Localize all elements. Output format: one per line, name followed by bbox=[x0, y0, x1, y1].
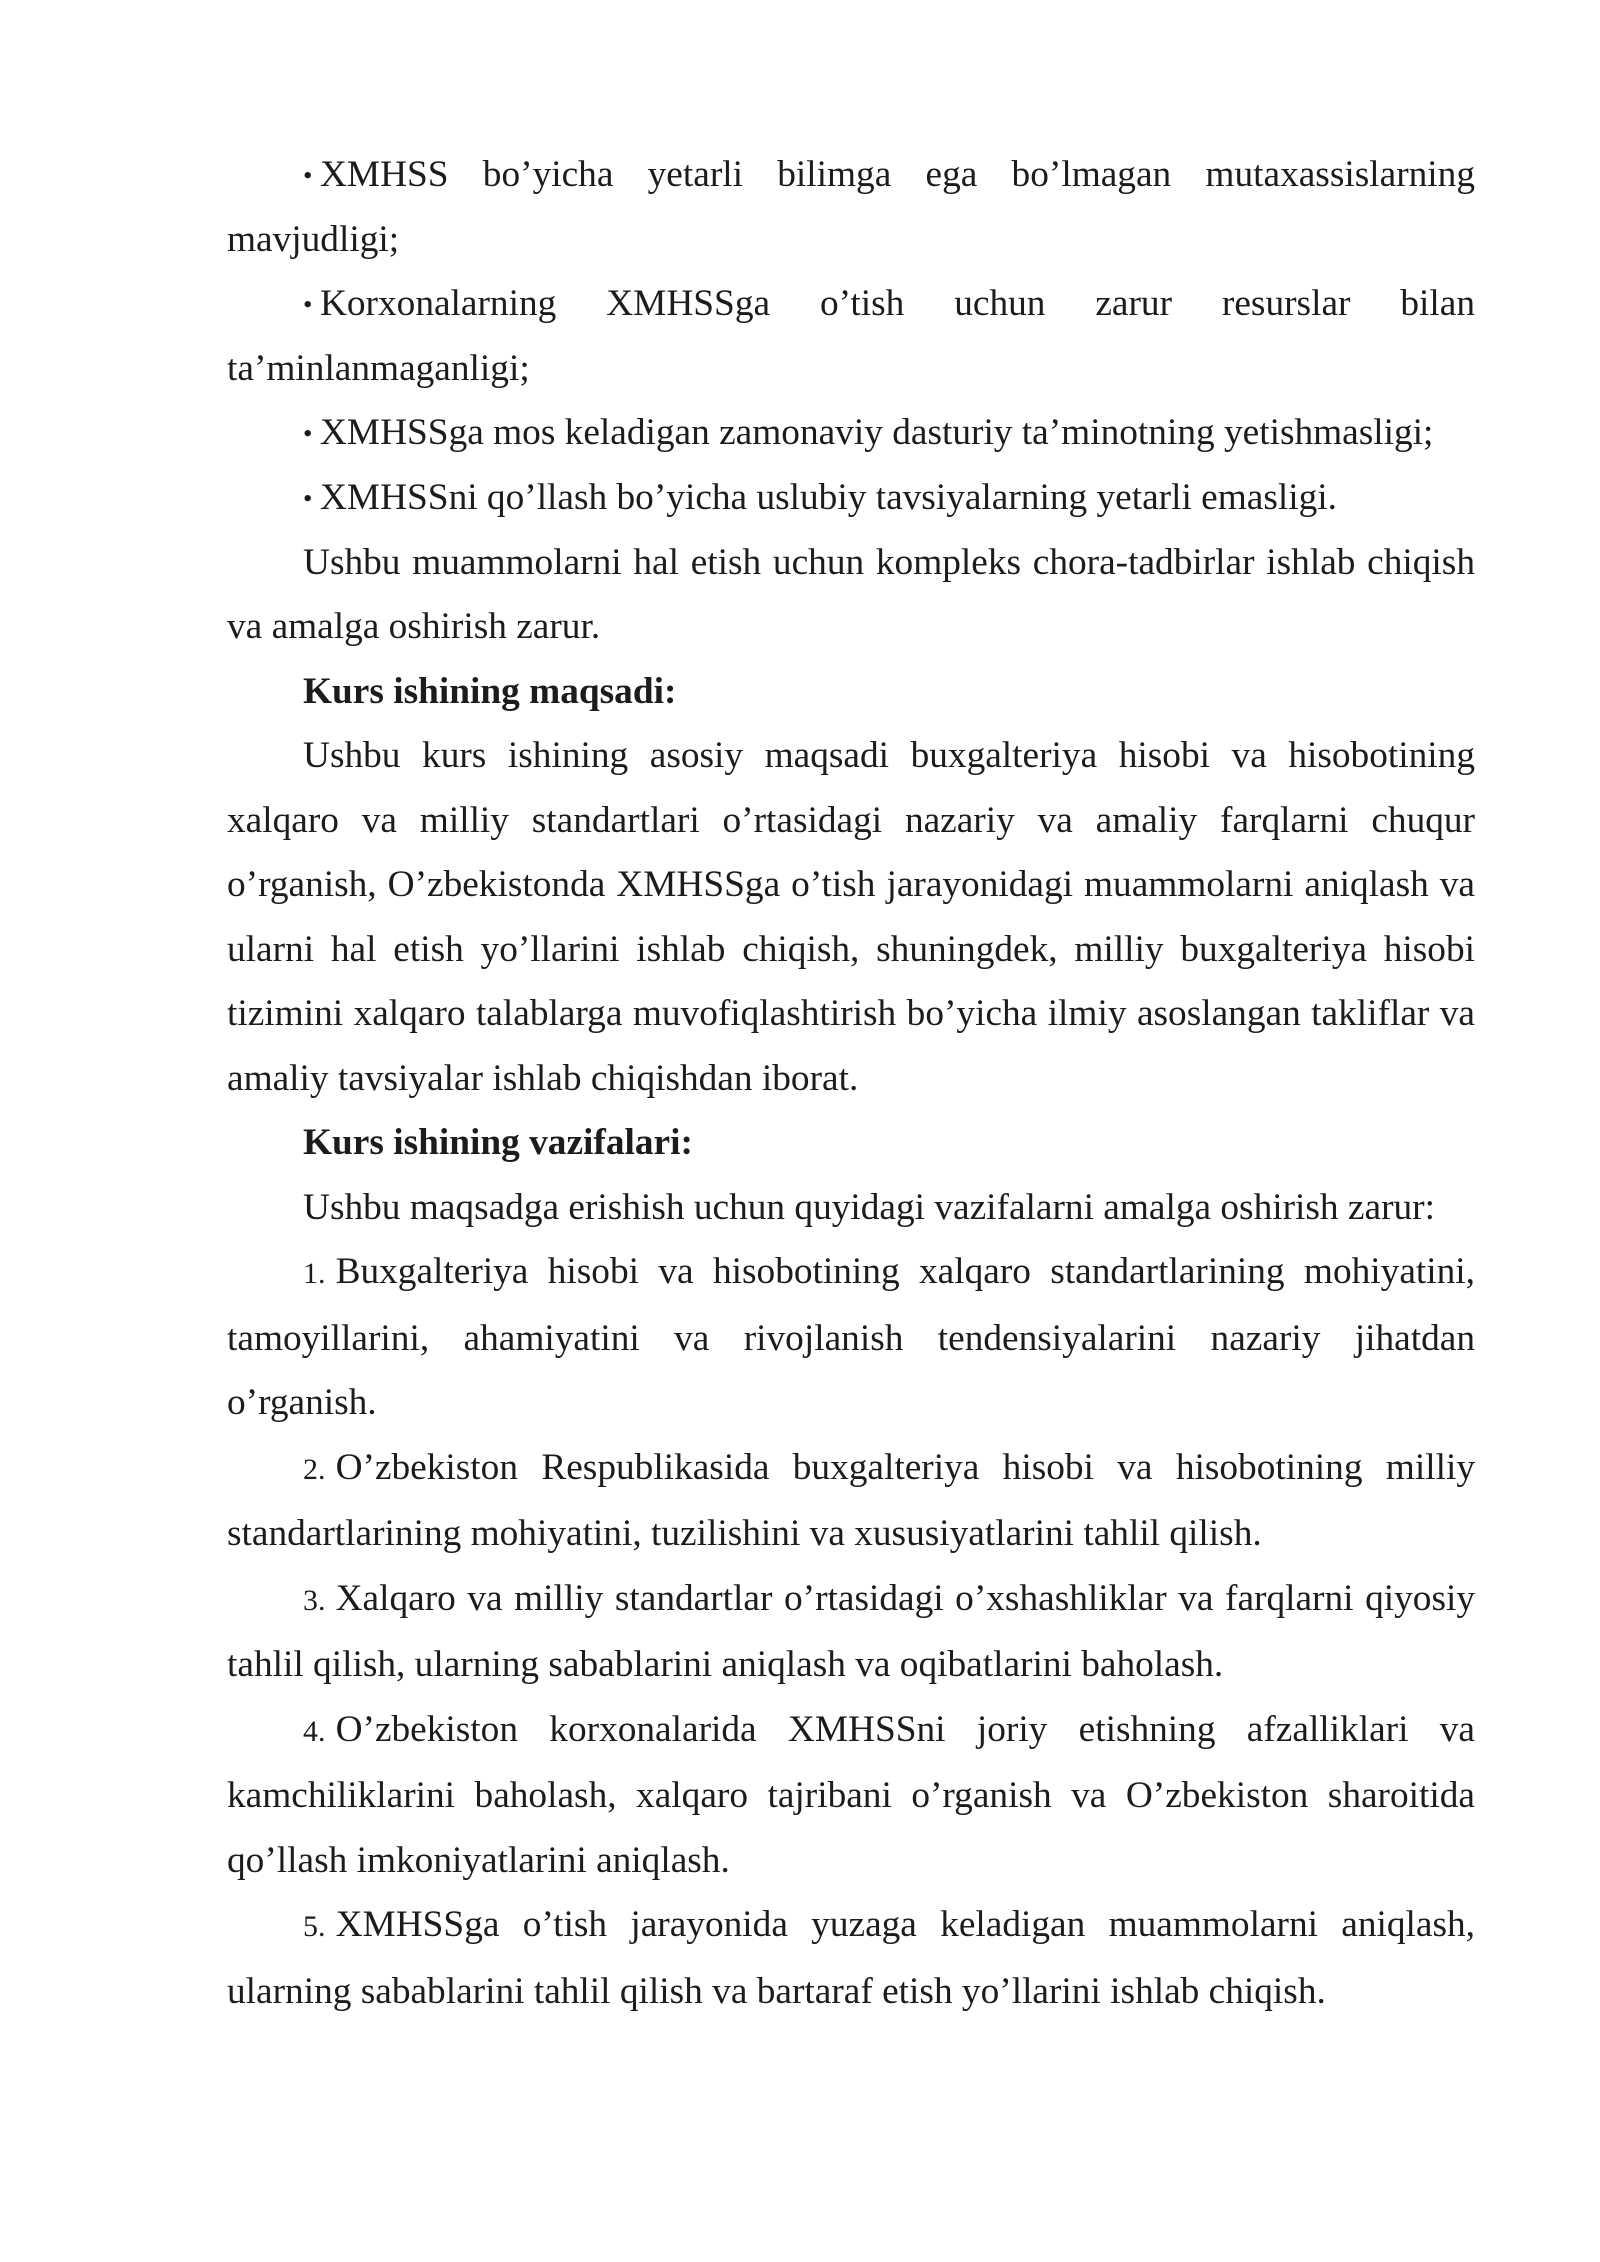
problem-item bbox=[227, 466, 1475, 531]
task-number: 4. bbox=[303, 1714, 326, 1748]
problem-item bbox=[227, 272, 1475, 401]
goal-paragraph: Ushbu kurs ishining asosiy maqsadi buxgalteriya hisobi va hisobotining xalqaro va milliy standartlari o’rtasidagi nazariy va amaliy farqlarni chuqur o’rganish, O’zbekistonda XMHSSga o’tish jarayonidagi muammolarni aniqlash va ularni hal etish yo’llarini ishlab chiqish, shuningdek, milliy buxgalteriya hisobi tizimini xalqaro talablarga muvofiqlashtirish bo’yicha ilmiy asoslangan takliflar va amaliy tavsiyalar ishlab chiqishdan iborat. bbox=[227, 735, 1475, 1099]
task-number: 5. bbox=[303, 1910, 326, 1944]
task-text: Xalqaro va milliy standartlar o’rtasidagi o’xshashliklar va farqlarni qiyosiy tahlil qilish, ularning sabablarini aniqlash va oqibatlarini baholash. bbox=[227, 1577, 1475, 1686]
bullet-marker: • bbox=[303, 160, 313, 190]
problem-item bbox=[227, 401, 1475, 466]
task-item bbox=[227, 1567, 1475, 1698]
tasks-heading: Kurs ishining vazifalari: bbox=[303, 1122, 693, 1164]
problem-text: XMHSS bo’yicha yetarli bilimga ega bo’lmagan mutaxassislarning mavjudligi; bbox=[227, 154, 1475, 260]
problem-item bbox=[227, 143, 1475, 272]
bullet-marker: • bbox=[303, 289, 313, 320]
bullet-marker: • bbox=[303, 418, 313, 449]
problem-text: Korxonalarning XMHSSga o’tish uchun zarur resurslar bilan ta’minlanmaganligi; bbox=[227, 283, 1475, 389]
task-text: O’zbekiston Respublikasida buxgalteriya hisobi va hisobotining milliy standartlarining mohiyatini, tuzilishini va xususiyatlarini tahlil qilish. bbox=[227, 1446, 1475, 1555]
conclusion-paragraph: Ushbu muammolarni hal etish uchun kompleks chora-tadbirlar ishlab chiqish va amalga oshirish zarur. bbox=[227, 541, 1475, 648]
problem-text: XMHSSni qo’llash bo’yicha uslubiy tavsiyalarning yetarli emasligi. bbox=[319, 477, 1337, 519]
tasks-intro: Ushbu maqsadga erishish uchun quyidagi vazifalarni amalga oshirish zarur: bbox=[303, 1186, 1435, 1228]
task-number: 3. bbox=[303, 1583, 326, 1617]
page-content bbox=[227, 143, 1475, 2024]
task-text: Buxgalteriya hisobi va hisobotining xalqaro standartlarining mohiyatini, tamoyillarini, ahamiyatini va rivojlanish tendensiyalarini nazariy jihatdan o’rganish. bbox=[227, 1251, 1475, 1424]
task-text: O’zbekiston korxonalarida XMHSSni joriy etishning afzalliklari va kamchiliklarini baholash, xalqaro tajribani o’rganish va O’zbekiston sharoitida qo’llash imkoniyatlarini aniqlash. bbox=[227, 1708, 1475, 1881]
task-item bbox=[227, 1698, 1475, 1894]
task-number: 1. bbox=[303, 1257, 326, 1291]
task-item bbox=[227, 1893, 1475, 2024]
problem-text: XMHSSga mos keladigan zamonaviy dasturiy ta’minotning yetishmasligi; bbox=[319, 412, 1434, 454]
task-item bbox=[227, 1436, 1475, 1567]
task-item bbox=[227, 1240, 1475, 1436]
task-text: XMHSSga o’tish jarayonida yuzaga keladigan muammolarni aniqlash, ularning sabablarini tahlil qilish va bartaraf etish yo’llarini ishlab chiqish. bbox=[227, 1904, 1475, 2012]
bullet-marker: • bbox=[303, 482, 313, 513]
goal-heading: Kurs ishining maqsadi: bbox=[303, 670, 677, 712]
task-number: 2. bbox=[303, 1452, 326, 1486]
